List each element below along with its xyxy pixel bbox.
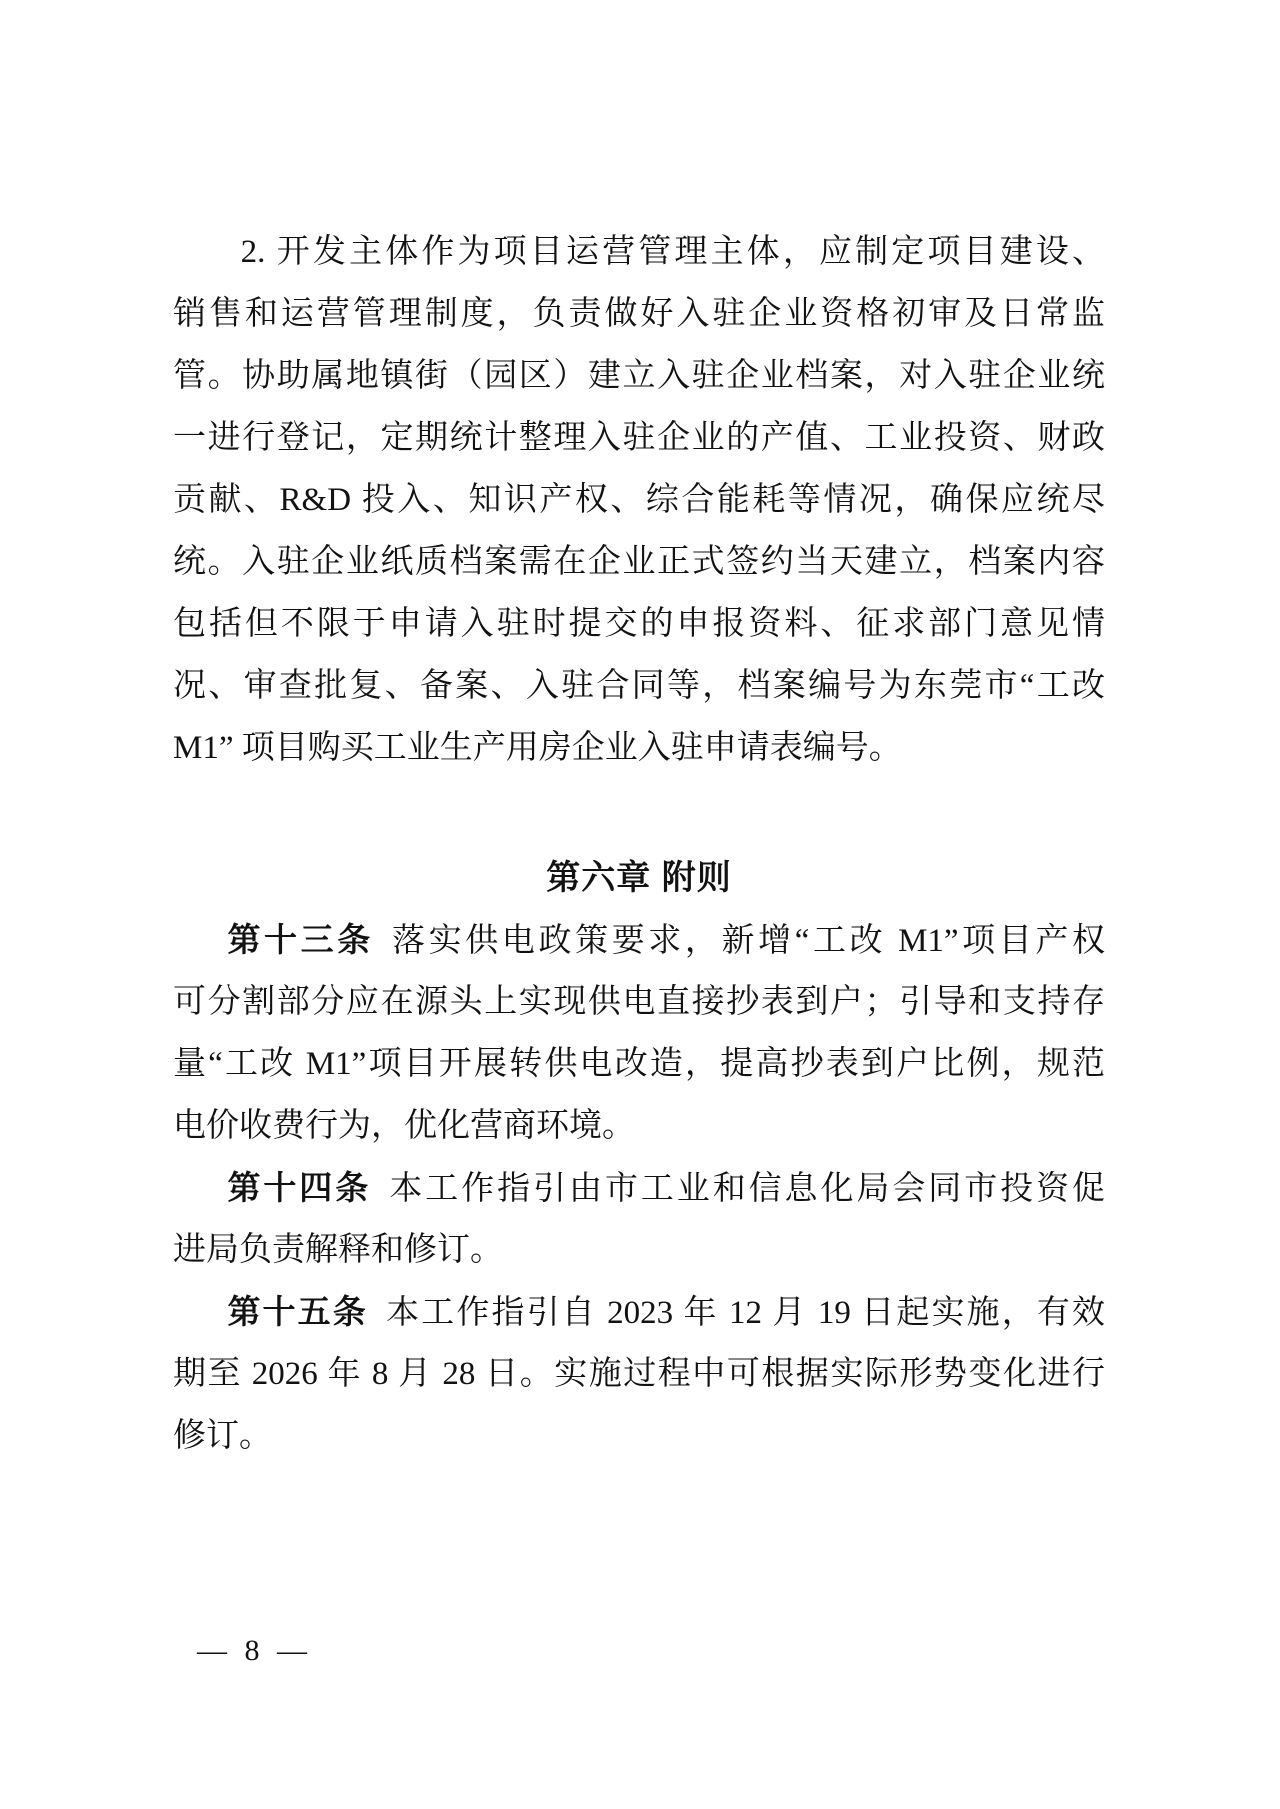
text-line: 可分割部分应在源头上实现供电直接抄表到户；引导和支持存 <box>173 984 1105 1020</box>
text-line: 况、审查批复、备案、入驻合同等，档案编号为东莞市“工改 <box>173 668 1105 704</box>
text-line: 统。入驻企业纸质档案需在企业正式签约当天建立，档案内容 <box>173 544 1105 580</box>
text-line: 管。协助属地镇街（园区）建立入驻企业档案，对入驻企业统 <box>173 358 1105 394</box>
paragraph-article13 <box>173 909 1105 1157</box>
article-text: 落实供电政策要求，新增“工改 M1”项目产权 <box>392 923 1105 959</box>
text-line <box>173 1281 1105 1343</box>
text-line: 修订。 <box>173 1418 272 1454</box>
text-line: M1” 项目购买工业生产用房企业入驻申请表编号。 <box>173 730 902 766</box>
document-body <box>173 221 1105 1467</box>
text-line: 包括但不限于申请入驻时提交的申报资料、征求部门意见情 <box>173 606 1105 642</box>
article-number: 第十四条 <box>227 1169 372 1206</box>
article-text: 本工作指引自 2023 年 12 月 19 日起实施，有效 <box>386 1295 1105 1331</box>
page-number: — 8 — <box>197 1634 312 1667</box>
article-text: 本工作指引由市工业和信息化局会同市投资促 <box>389 1171 1105 1207</box>
paragraph-article14 <box>173 1157 1105 1281</box>
text-line <box>173 1157 1105 1219</box>
article-number: 第十三条 <box>227 921 374 958</box>
text-line: 销售和运营管理制度，负责做好入驻企业资格初审及日常监 <box>173 296 1105 332</box>
text-line: 量“工改 M1”项目开展转供电改造，提高抄表到户比例，规范 <box>173 1046 1105 1082</box>
text-line: 贡献、R&D 投入、知识产权、综合能耗等情况，确保应统尽 <box>173 482 1105 518</box>
chapter-heading: 第六章 附则 <box>546 859 732 897</box>
article-number: 第十五条 <box>227 1293 368 1330</box>
text-line: 2. 开发主体作为项目运营管理主体，应制定项目建设、 <box>240 234 1105 270</box>
text-line: 期至 2026 年 8 月 28 日。实施过程中可根据实际形势变化进行 <box>173 1356 1105 1392</box>
paragraph-item2 <box>173 221 1105 779</box>
text-line: 一进行登记，定期统计整理入驻企业的产值、工业投资、财政 <box>173 420 1105 456</box>
text-line: 进局负责解释和修订。 <box>173 1232 503 1268</box>
paragraph-article15 <box>173 1281 1105 1467</box>
text-line <box>173 909 1105 971</box>
text-line: 电价收费行为，优化营商环境。 <box>173 1108 635 1144</box>
